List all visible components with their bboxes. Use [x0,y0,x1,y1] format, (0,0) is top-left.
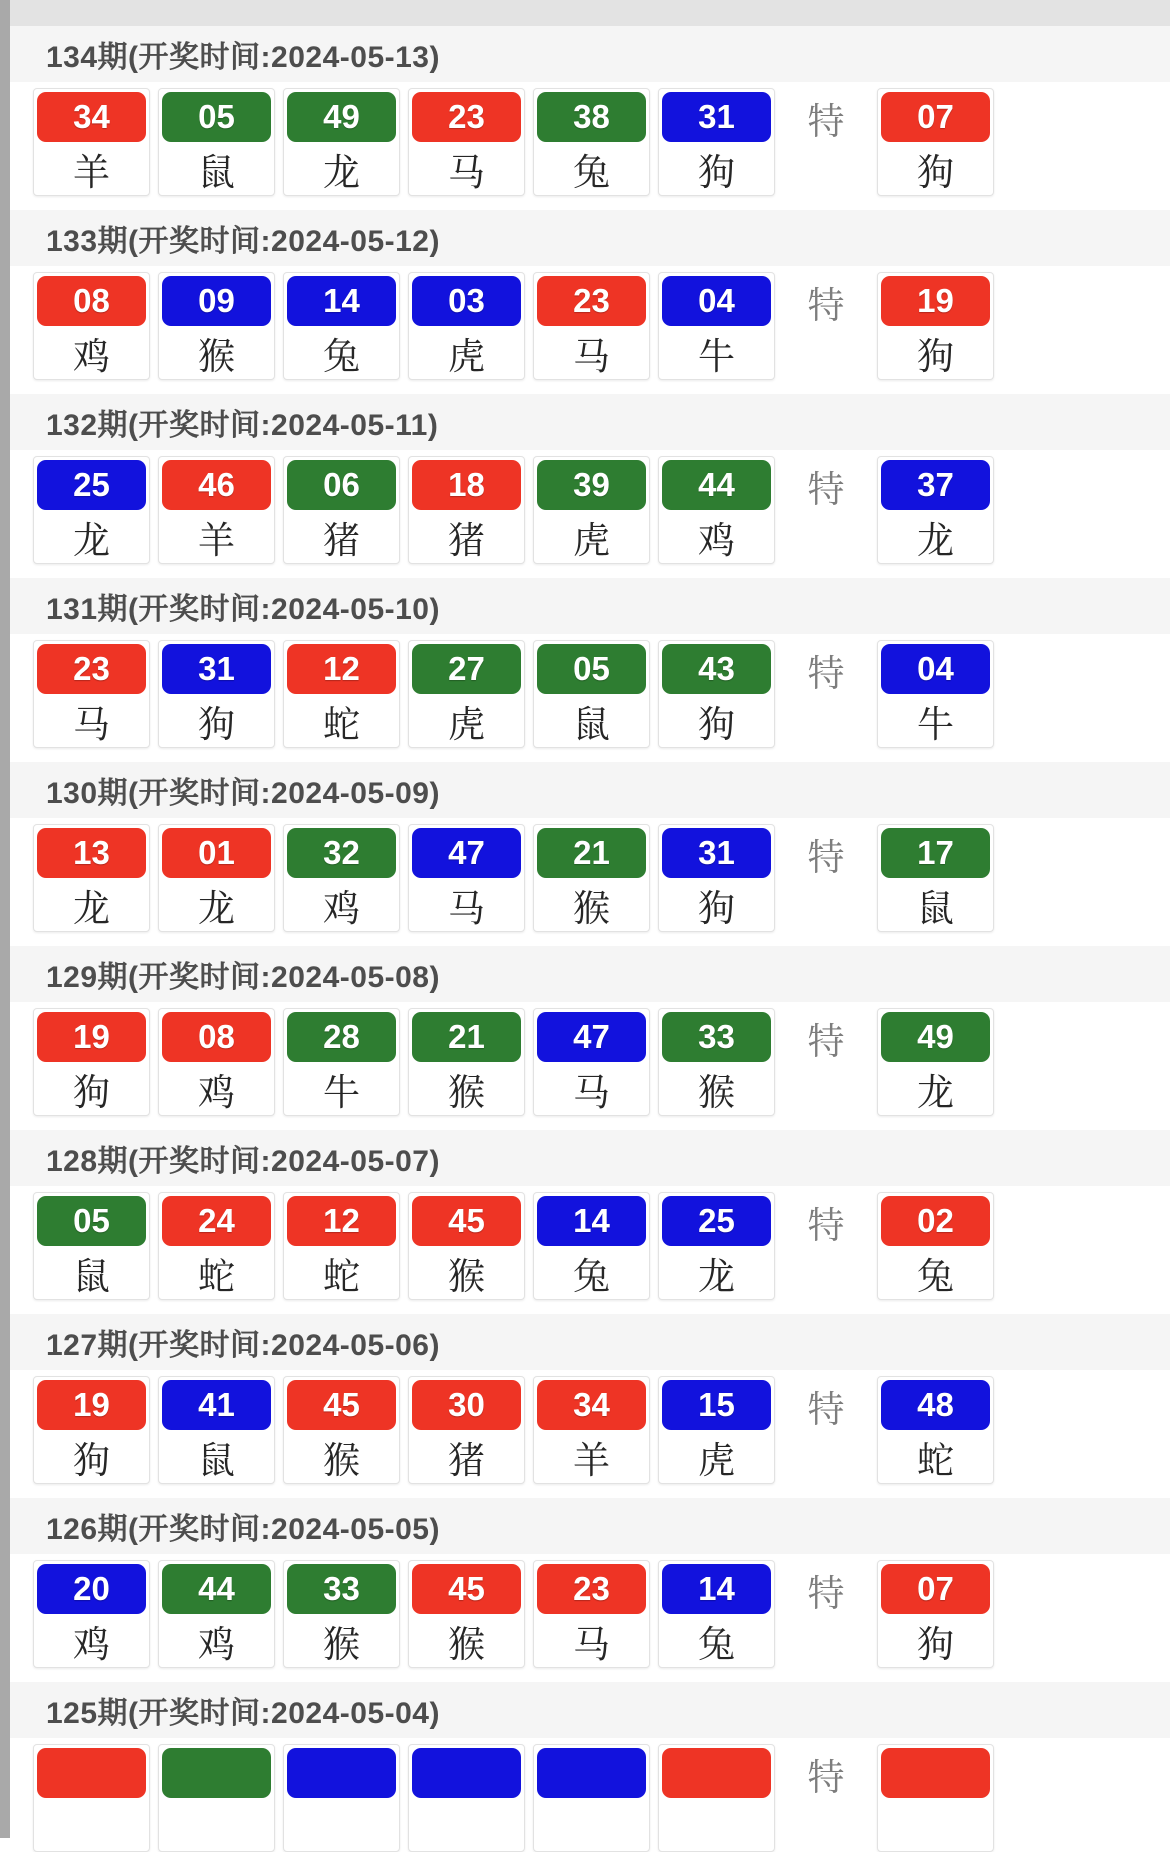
zodiac-label: 兔 [917,1256,954,1297]
number-ball: 33 [287,1564,396,1614]
zodiac-label: 牛 [698,336,735,377]
number-ball: 06 [287,460,396,510]
zodiac-label: 鼠 [198,1440,235,1481]
zodiac-label: 猴 [698,1072,735,1113]
number-cell [33,88,150,196]
numbers-row [10,1738,1170,1852]
zodiac-label: 猪 [448,520,485,561]
zodiac-label: 狗 [698,888,735,929]
number-ball: 12 [287,644,396,694]
zodiac-label: 龙 [323,152,360,193]
number-cell [408,1560,525,1668]
zodiac-label: 羊 [573,1440,610,1481]
number-ball: 12 [287,1196,396,1246]
number-ball: 24 [162,1196,271,1246]
number-ball: 46 [162,460,271,510]
zodiac-label [37,1798,146,1852]
number-cell [283,1376,400,1484]
number-cell [408,1744,525,1852]
zodiac-label: 猪 [448,1440,485,1481]
number-ball: 18 [412,460,521,510]
zodiac-label: 马 [448,152,485,193]
number-ball: 15 [662,1380,771,1430]
number-ball [881,1748,990,1798]
zodiac-label: 狗 [698,152,735,193]
draw-block [10,578,1170,748]
number-cell [658,824,775,932]
number-cell [33,1560,150,1668]
zodiac-label [412,1798,521,1852]
number-ball: 05 [162,92,271,142]
number-cell [408,1008,525,1116]
number-ball: 31 [662,828,771,878]
zodiac-label: 鼠 [573,704,610,745]
numbers-row [10,450,1170,564]
number-cell [158,1376,275,1484]
number-ball: 19 [881,276,990,326]
special-number-cell [877,456,994,564]
zodiac-label: 牛 [917,704,954,745]
number-ball: 04 [881,644,990,694]
zodiac-label: 蛇 [323,1256,360,1297]
number-ball: 08 [37,276,146,326]
numbers-row [10,634,1170,748]
zodiac-label: 猴 [448,1072,485,1113]
zodiac-label [537,1798,646,1852]
zodiac-label: 鸡 [73,336,110,377]
zodiac-label: 兔 [698,1624,735,1665]
number-ball: 21 [537,828,646,878]
draw-block [10,1130,1170,1300]
draw-block [10,26,1170,196]
number-ball: 37 [881,460,990,510]
special-marker: 特 [807,1021,845,1062]
special-marker: 特 [807,1389,845,1430]
number-cell [533,1192,650,1300]
number-ball: 19 [37,1012,146,1062]
number-ball: 03 [412,276,521,326]
draw-header [10,1498,1170,1554]
number-ball: 04 [662,276,771,326]
number-cell [33,1192,150,1300]
number-cell [33,1376,150,1484]
zodiac-label: 狗 [73,1440,110,1481]
zodiac-label: 猴 [198,336,235,377]
number-cell [408,1376,525,1484]
left-gutter [0,0,10,1838]
number-ball: 08 [162,1012,271,1062]
draw-block [10,1314,1170,1484]
draw-block [10,1498,1170,1668]
number-cell [408,640,525,748]
number-cell [533,272,650,380]
number-cell [658,88,775,196]
special-marker: 特 [807,837,845,878]
number-cell [158,1560,275,1668]
draw-header [10,26,1170,82]
number-ball: 23 [37,644,146,694]
special-number-cell [877,1008,994,1116]
zodiac-label: 狗 [917,1624,954,1665]
number-cell [33,1008,150,1116]
number-ball [537,1748,646,1798]
special-number-cell [877,88,994,196]
zodiac-label: 羊 [73,152,110,193]
number-ball: 09 [162,276,271,326]
zodiac-label: 龙 [73,520,110,561]
zodiac-label: 蛇 [198,1256,235,1297]
number-ball: 02 [881,1196,990,1246]
draw-block [10,762,1170,932]
number-ball: 17 [881,828,990,878]
numbers-row [10,1186,1170,1300]
draw-block [10,210,1170,380]
special-number-cell [877,1560,994,1668]
draw-block [10,946,1170,1116]
numbers-row [10,266,1170,380]
number-cell [158,1192,275,1300]
number-cell [408,272,525,380]
special-marker: 特 [807,285,845,326]
zodiac-label: 牛 [323,1072,360,1113]
zodiac-label: 马 [573,336,610,377]
number-cell [533,1744,650,1852]
number-ball [287,1748,396,1798]
number-cell [658,1560,775,1668]
number-cell [283,1560,400,1668]
draw-header-text: 133期(开奖时间:2024-05-12) [46,225,440,258]
special-marker: 特 [807,1205,845,1246]
zodiac-label [662,1798,771,1852]
zodiac-label: 猴 [448,1624,485,1665]
number-ball: 48 [881,1380,990,1430]
zodiac-label: 猴 [573,888,610,929]
numbers-row [10,82,1170,196]
draw-header-text: 130期(开奖时间:2024-05-09) [46,777,440,810]
number-ball: 05 [37,1196,146,1246]
special-number-cell [877,824,994,932]
number-cell [533,1560,650,1668]
number-ball: 05 [537,644,646,694]
number-ball: 25 [662,1196,771,1246]
number-cell [158,640,275,748]
number-ball: 31 [662,92,771,142]
zodiac-label: 鼠 [73,1256,110,1297]
number-cell [33,272,150,380]
zodiac-label: 鼠 [198,152,235,193]
number-ball: 28 [287,1012,396,1062]
number-cell [533,1376,650,1484]
number-cell [283,1192,400,1300]
top-divider [10,0,1170,26]
draw-header [10,946,1170,1002]
number-ball: 43 [662,644,771,694]
zodiac-label [881,1798,990,1852]
special-marker: 特 [807,1757,845,1798]
zodiac-label: 马 [573,1624,610,1665]
number-ball: 25 [37,460,146,510]
number-cell [533,456,650,564]
zodiac-label: 狗 [917,336,954,377]
draw-header-text: 126期(开奖时间:2024-05-05) [46,1513,440,1546]
zodiac-label: 狗 [917,152,954,193]
number-ball [37,1748,146,1798]
number-ball: 13 [37,828,146,878]
number-ball: 49 [287,92,396,142]
zodiac-label [287,1798,396,1852]
number-cell [533,88,650,196]
zodiac-label: 鸡 [698,520,735,561]
zodiac-label: 猴 [448,1256,485,1297]
number-ball: 14 [537,1196,646,1246]
number-cell [658,1192,775,1300]
number-ball: 21 [412,1012,521,1062]
number-cell [408,456,525,564]
number-cell [658,272,775,380]
number-cell [158,1008,275,1116]
draw-block [10,1682,1170,1852]
draw-header-text: 127期(开奖时间:2024-05-06) [46,1329,440,1362]
special-marker: 特 [807,469,845,510]
draw-header-text: 129期(开奖时间:2024-05-08) [46,961,440,994]
number-ball: 45 [287,1380,396,1430]
number-cell [283,1008,400,1116]
number-ball: 44 [162,1564,271,1614]
number-ball: 34 [537,1380,646,1430]
number-ball: 27 [412,644,521,694]
zodiac-label: 马 [73,704,110,745]
draw-header [10,1682,1170,1738]
number-cell [158,272,275,380]
zodiac-label: 狗 [698,704,735,745]
zodiac-label: 蛇 [917,1440,954,1481]
number-cell [283,456,400,564]
number-cell [533,1008,650,1116]
special-marker: 特 [807,1573,845,1614]
zodiac-label: 鸡 [73,1624,110,1665]
number-cell [533,640,650,748]
draw-block [10,394,1170,564]
draw-header [10,578,1170,634]
number-ball [662,1748,771,1798]
zodiac-label: 兔 [573,152,610,193]
number-cell [658,1008,775,1116]
draws-list [10,26,1170,1852]
draw-header-text: 128期(开奖时间:2024-05-07) [46,1145,440,1178]
draw-header-text: 134期(开奖时间:2024-05-13) [46,41,440,74]
zodiac-label [162,1798,271,1852]
draw-header-text: 131期(开奖时间:2024-05-10) [46,593,440,626]
number-ball: 30 [412,1380,521,1430]
draw-header [10,210,1170,266]
number-cell [533,824,650,932]
zodiac-label: 狗 [198,704,235,745]
zodiac-label: 鸡 [198,1072,235,1113]
zodiac-label: 猴 [323,1624,360,1665]
special-number-cell [877,1744,994,1852]
draw-header-text: 125期(开奖时间:2024-05-04) [46,1697,440,1730]
number-ball: 32 [287,828,396,878]
number-cell [158,1744,275,1852]
number-cell [658,640,775,748]
number-ball: 45 [412,1564,521,1614]
number-cell [158,824,275,932]
number-cell [408,824,525,932]
number-ball: 23 [412,92,521,142]
zodiac-label: 鸡 [323,888,360,929]
zodiac-label: 龙 [917,1072,954,1113]
numbers-row [10,1370,1170,1484]
number-ball [162,1748,271,1798]
number-cell [33,456,150,564]
number-ball: 41 [162,1380,271,1430]
zodiac-label: 龙 [198,888,235,929]
number-ball: 47 [412,828,521,878]
numbers-row [10,1554,1170,1668]
special-number-cell [877,1192,994,1300]
number-cell [658,1744,775,1852]
zodiac-label: 龙 [698,1256,735,1297]
number-ball: 38 [537,92,646,142]
number-ball: 49 [881,1012,990,1062]
number-ball: 31 [162,644,271,694]
number-ball: 14 [287,276,396,326]
number-cell [408,1192,525,1300]
number-cell [283,88,400,196]
number-ball: 07 [881,92,990,142]
number-ball: 19 [37,1380,146,1430]
number-cell [283,272,400,380]
number-cell [158,456,275,564]
number-cell [658,456,775,564]
numbers-row [10,1002,1170,1116]
page-content [10,0,1170,1852]
number-ball: 33 [662,1012,771,1062]
zodiac-label: 羊 [198,520,235,561]
zodiac-label: 兔 [323,336,360,377]
draw-header [10,1314,1170,1370]
number-ball: 45 [412,1196,521,1246]
number-cell [158,88,275,196]
zodiac-label: 狗 [73,1072,110,1113]
zodiac-label: 马 [573,1072,610,1113]
number-ball: 23 [537,276,646,326]
zodiac-label: 虎 [448,336,485,377]
number-cell [33,824,150,932]
number-ball [412,1748,521,1798]
draw-header [10,394,1170,450]
zodiac-label: 兔 [573,1256,610,1297]
number-cell [283,824,400,932]
number-cell [33,640,150,748]
zodiac-label: 鸡 [198,1624,235,1665]
number-cell [408,88,525,196]
draw-header [10,762,1170,818]
number-cell [33,1744,150,1852]
special-marker: 特 [807,101,845,142]
zodiac-label: 猪 [323,520,360,561]
zodiac-label: 龙 [73,888,110,929]
zodiac-label: 虎 [573,520,610,561]
zodiac-label: 猴 [323,1440,360,1481]
number-ball: 39 [537,460,646,510]
zodiac-label: 鼠 [917,888,954,929]
zodiac-label: 龙 [917,520,954,561]
special-number-cell [877,272,994,380]
number-ball: 01 [162,828,271,878]
special-number-cell [877,1376,994,1484]
number-ball: 14 [662,1564,771,1614]
special-number-cell [877,640,994,748]
zodiac-label: 马 [448,888,485,929]
number-cell [658,1376,775,1484]
draw-header [10,1130,1170,1186]
special-marker: 特 [807,653,845,694]
number-ball: 23 [537,1564,646,1614]
draw-header-text: 132期(开奖时间:2024-05-11) [46,409,439,442]
numbers-row [10,818,1170,932]
zodiac-label: 虎 [698,1440,735,1481]
number-ball: 20 [37,1564,146,1614]
number-cell [283,640,400,748]
number-ball: 47 [537,1012,646,1062]
number-ball: 44 [662,460,771,510]
number-ball: 34 [37,92,146,142]
zodiac-label: 蛇 [323,704,360,745]
number-ball: 07 [881,1564,990,1614]
number-cell [283,1744,400,1852]
zodiac-label: 虎 [448,704,485,745]
